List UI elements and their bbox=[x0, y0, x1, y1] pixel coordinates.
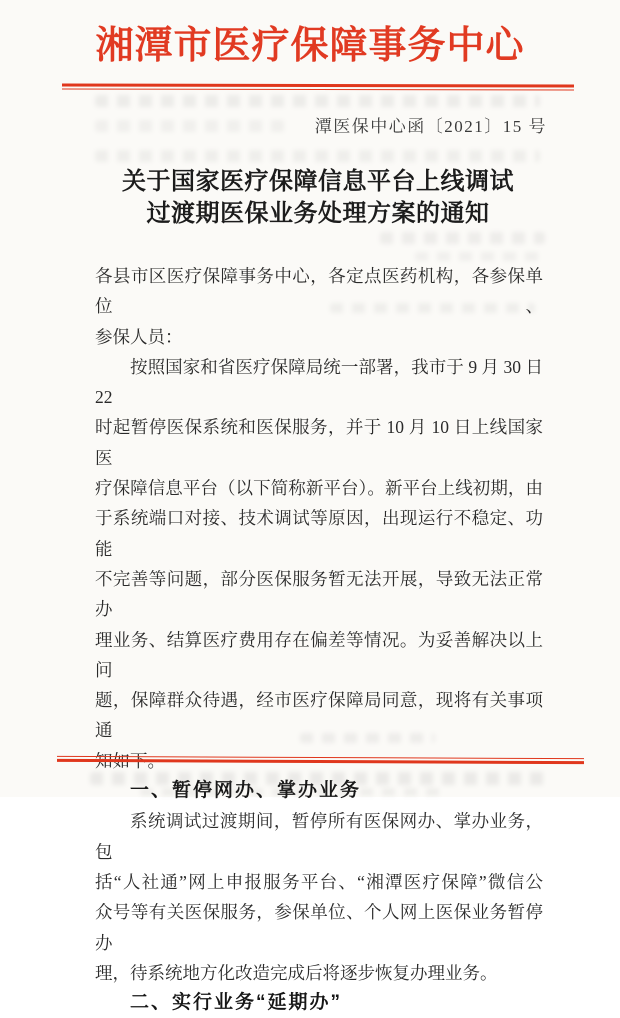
body-line: 于系统端口对接、技术调试等原因，出现运行不稳定、功能 bbox=[95, 508, 543, 559]
body-line: 各县市区医疗保障事务中心，各定点医药机构，各参保单位、 bbox=[95, 266, 543, 317]
body-line: 参保人员： bbox=[95, 326, 183, 347]
body-line: 不完善等问题，部分医保服务暂无法开展，导致无法正常办 bbox=[95, 568, 543, 620]
doc-title bbox=[78, 166, 558, 230]
body-line: 括“人社通”网上申报服务平台、“湘潭医疗保障”微信公 bbox=[95, 871, 543, 892]
body-line: 按照国家和省医疗保障局统一部署，我市于 9 月 30 日 22 bbox=[95, 356, 543, 408]
body-line: 理业务、结算医疗费用存在偏差等情况。为妥善解决以上问 bbox=[95, 629, 543, 680]
body-line: 疗保障信息平台（以下简称新平台）。新平台上线初期，由 bbox=[95, 478, 543, 499]
bleed-through-artifact bbox=[95, 150, 540, 162]
section-heading-1: 一、暂停网办、掌办业务 bbox=[130, 780, 362, 802]
bleed-through-artifact bbox=[95, 95, 540, 107]
body-text bbox=[95, 261, 543, 1018]
body-line: 题，保障群众待遇，经市医疗保障局同意，现将有关事项通 bbox=[95, 690, 543, 741]
section-heading-2: 二、实行业务“延期办” bbox=[130, 992, 343, 1014]
bleed-through-artifact bbox=[415, 252, 540, 261]
body-line: 众号等有关医保服务，参保单位、个人网上医保业务暂停办 bbox=[95, 902, 543, 953]
doc-title-line1: 关于国家医疗保障信息平台上线调试 bbox=[122, 169, 514, 195]
body-line: 理，待系统地方化改造完成后将逐步恢复办理业务。 bbox=[95, 962, 498, 983]
doc-number: 潭医保中心函〔2021〕15 号 bbox=[314, 117, 547, 136]
letterhead-org-name: 湘潭市医疗保障事务中心 bbox=[95, 25, 525, 67]
body-line: 时起暂停医保系统和医保服务，并于 10 月 10 日上线国家医 bbox=[95, 417, 543, 468]
bleed-through-artifact bbox=[380, 232, 545, 244]
doc-title-line2: 过渡期医保业务处理方案的通知 bbox=[146, 201, 490, 227]
body-line: 知如下。 bbox=[95, 750, 165, 771]
body-line: 系统调试过渡期间，暂停所有医保网办、掌办业务，包 bbox=[95, 811, 543, 862]
letterhead-double-rule bbox=[62, 83, 574, 90]
